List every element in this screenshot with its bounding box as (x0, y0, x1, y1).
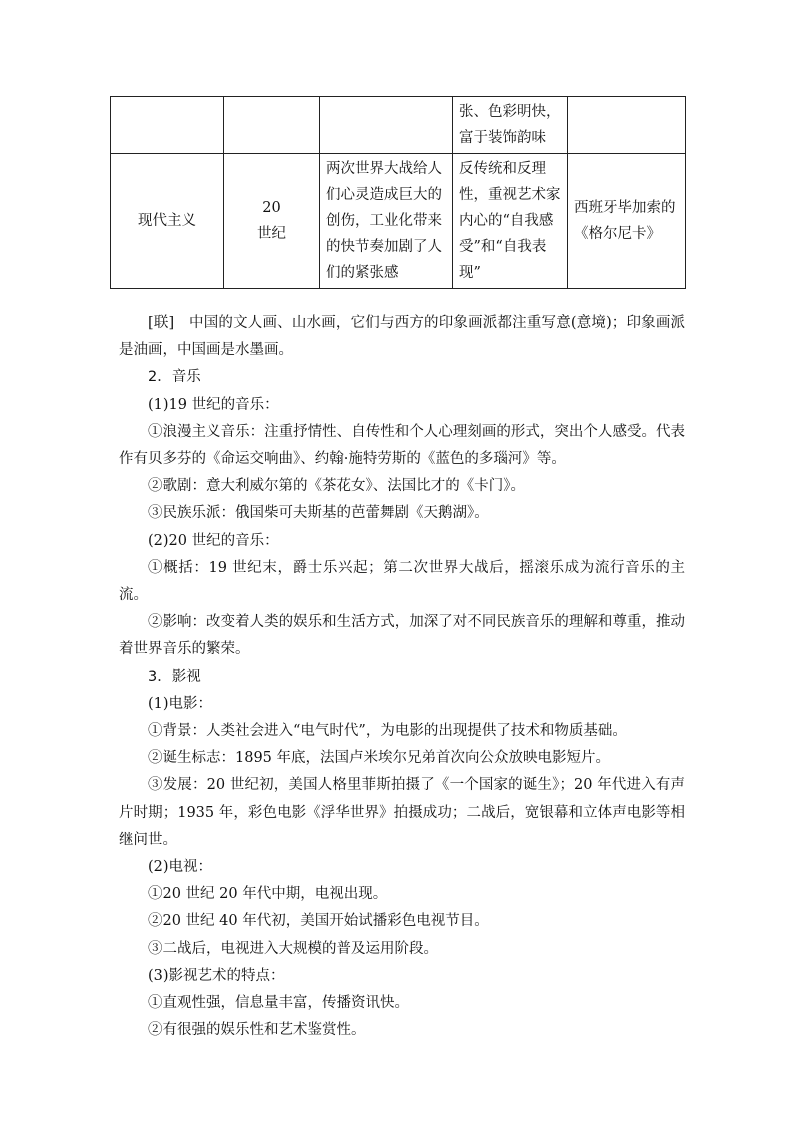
paragraph: ③二战后，电视进入大规模的普及运用阶段。 (148, 940, 438, 957)
subheading: (2)电视： (148, 859, 213, 876)
table-cell (224, 97, 320, 154)
paragraph: ①概括：19 世纪末，爵士乐兴起；第二次世界大战后，摇滚乐成为流行音乐的主流。 (119, 559, 685, 604)
body-text (119, 310, 685, 1044)
subheading: (1)电影： (148, 695, 213, 712)
background-cell: 两次世界大战给人们心灵造成巨大的创伤，工业化带来的快节奏加剧了人们的紧张感 (320, 154, 453, 289)
period-number: 20 (262, 200, 281, 216)
table-row (111, 154, 686, 289)
period-cell (224, 154, 320, 289)
note-paragraph: [联] 中国的文人画、山水画，它们与西方的印象画派都注重写意(意境)；印象画派是油画，中国画是水墨画。 (119, 315, 685, 359)
table-cell (568, 97, 686, 154)
paragraph: ②歌剧：意大利威尔第的《茶花女》、法国比才的《卡门》。 (148, 478, 525, 495)
period-unit: 世纪 (257, 226, 286, 242)
paragraph: ①20 世纪 20 年代中期，电视出现。 (148, 886, 388, 903)
subheading: (1)19 世纪的音乐： (148, 396, 279, 413)
paragraph: ②影响：改变着人类的娱乐和生活方式，加深了对不同民族音乐的理解和尊重，推动着世界音乐的繁荣。 (119, 614, 685, 658)
section-heading-film: 3．影视 (148, 668, 201, 685)
paragraph: ①浪漫主义音乐：注重抒情性、自传性和个人心理刻画的形式，突出个人感受。代表作有贝多芬的《命运交响曲》、约翰·施特劳斯的《蓝色的多瑙河》等。 (119, 423, 685, 468)
section-heading-music: 2．音乐 (148, 369, 201, 386)
paragraph: ②20 世纪 40 年代初，美国开始试播彩色电视节目。 (148, 913, 489, 930)
paragraph: ③民族乐派：俄国柴可夫斯基的芭蕾舞剧《天鹅湖》。 (148, 505, 489, 522)
paragraph: ②有很强的娱乐性和艺术鉴赏性。 (148, 1022, 366, 1039)
table-row (111, 97, 686, 154)
artwork-cell: 西班牙毕加索的《格尔尼卡》 (568, 154, 686, 289)
feature-cell: 反传统和反理性，重视艺术家内心的“自我感受”和“自我表现” (453, 154, 568, 289)
paragraph: ①背景：人类社会进入“电气时代”，为电影的出现提供了技术和物质基础。 (148, 723, 627, 740)
subheading: (2)20 世纪的音乐： (148, 532, 279, 549)
paragraph: ①直观性强，信息量丰富，传播资讯快。 (148, 995, 409, 1012)
art-history-table (110, 96, 686, 289)
table-cell (111, 97, 224, 154)
subheading: (3)影视艺术的特点： (148, 967, 285, 984)
school-cell: 现代主义 (111, 154, 224, 289)
paragraph: ③发展：20 世纪初，美国人格里菲斯拍摄了《一个国家的诞生》；20 年代进入有声片时期；1935 年，彩色电影《浮华世界》拍摄成功；二战后，宽银幕和立体声电影等相继问世。 (119, 777, 685, 848)
table-cell: 张、色彩明快，富于装饰韵味 (453, 97, 568, 154)
table-cell (320, 97, 453, 154)
paragraph: ②诞生标志：1895 年底，法国卢米埃尔兄弟首次向公众放映电影短片。 (148, 750, 611, 767)
